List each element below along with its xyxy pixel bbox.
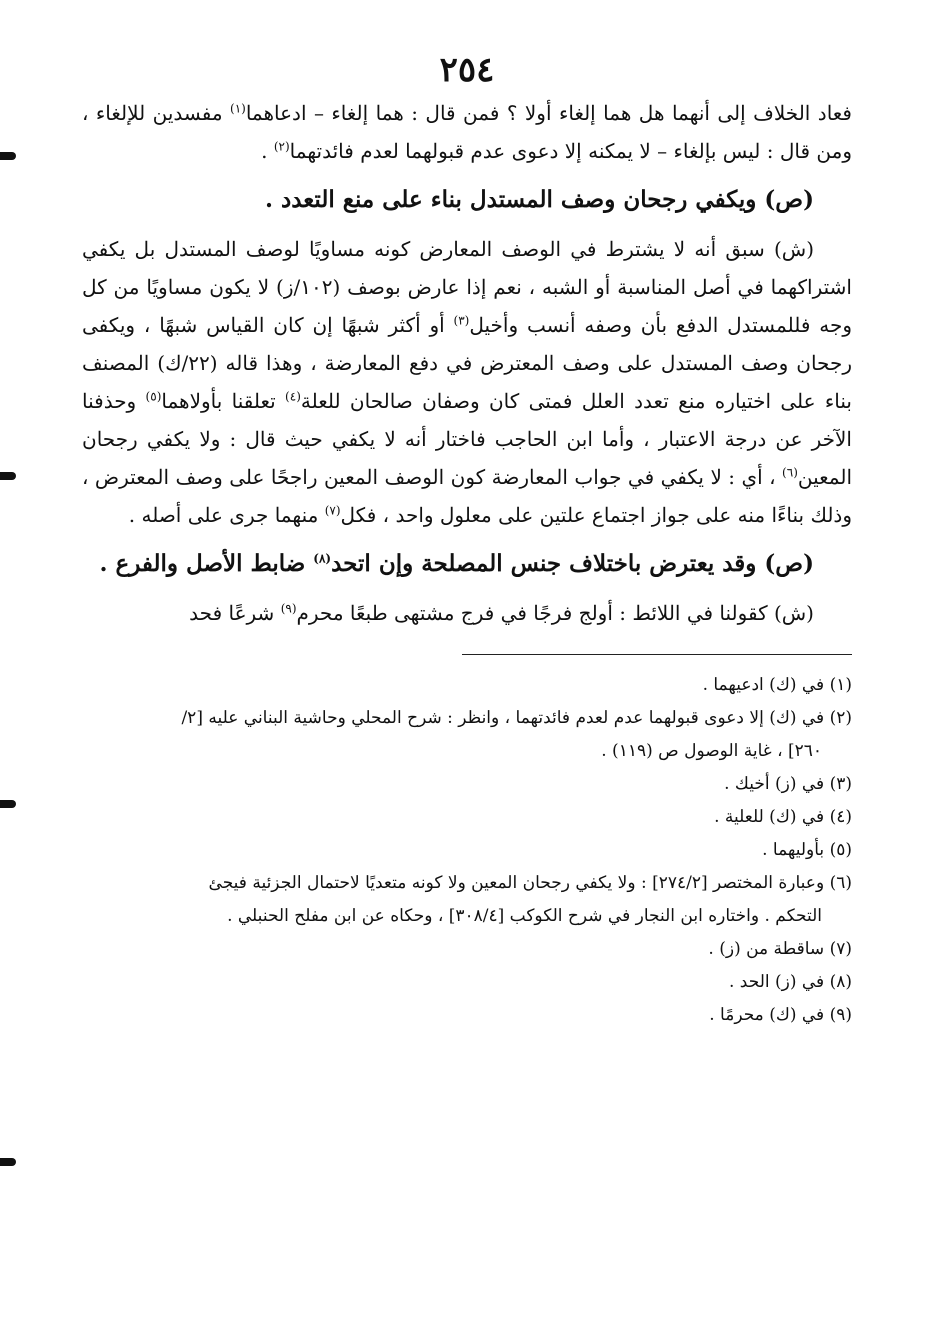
page-number: ٢٥٤ [439,50,495,90]
footnote [82,768,852,801]
footnote-reference[interactable]: (٦) [782,465,798,480]
footnote-reference[interactable]: (٤) [285,389,301,404]
footnote [82,801,852,834]
footnote-reference[interactable]: (٨) [313,551,332,566]
footnote-number: (٧) [829,939,852,959]
footnote-text: في (ك) إلا دعوى قبولهما عدم لعدم فائدتهما ، وانظر : شرح المحلي وحاشية البناني عليه [٢/ [181,708,825,728]
footnote-number: (٤) [829,807,852,827]
footnote-number: (٨) [829,972,852,992]
footnote-separator [462,654,852,655]
footnote-text: في (ز) أخيك . [724,774,825,794]
footnote-reference[interactable]: (٧) [324,503,341,518]
document-page [82,50,852,1032]
footnote-reference[interactable]: (٣) [453,313,470,328]
footnote-reference[interactable]: (٥) [145,389,162,404]
body-paragraph: فعاد الخلاف إلى أنهما هل هما إلغاء أولا ؟ فمن قال : هما إلغاء – ادعاهما$^{(١)}$ مفسدين للإلغاء ، ومن قال : ليس بإلغاء – لا يمكنه إلا دعوى عدم قبولهما لعدم فائدتهما$^{(٢)}$ . [82,101,852,163]
footnote-reference[interactable]: (١) [230,101,246,116]
footnote-separator-wrap [82,654,852,655]
footnote-continuation: التحكم . واختاره ابن النجار في شرح الكوكب [٣٠٨/٤] ، وحكاه عن ابن مفلح الحنبلي . [227,906,822,926]
margin-mark [0,800,16,808]
footnote-continuation: ٢٦٠] ، غاية الوصول ص (١١٩) . [601,741,822,761]
body-paragraph: (ش) كقولنا في اللائط : أولج فرجًا في فرج مشتهى طبعًا محرم$^{(٩)}$ شرعًا فحد [189,601,814,625]
section-heading: (ص) وقد يعترض باختلاف جنس المصلحة وإن اتحد$^{(٨)}$ ضابط الأصل والفرع . [99,550,814,577]
margin-mark [0,1158,16,1166]
footnote-text: بأوليهما . [762,840,825,860]
footnote-text: ساقطة من (ز) . [708,939,825,959]
footnote [82,999,852,1032]
footnote [82,966,852,999]
margin-mark [0,152,16,160]
footnote-number: (١) [829,675,852,695]
footnote-text: وعبارة المختصر [٢٧٤/٢] : ولا يكفي رجحان المعين ولا كونه متعديًا لاحتمال الجزئية فيجئ [208,873,825,893]
footnote-text: في (ك) ادعيهما . [702,675,825,695]
footnote [82,933,852,966]
margin-mark [0,472,16,480]
footnote-text: في (ك) محرمًا . [709,1005,825,1025]
footnote [82,669,852,702]
footnote-number: (٣) [829,774,852,794]
footnote-reference[interactable]: (٢) [273,139,290,154]
footnote-reference[interactable]: (٩) [280,601,297,616]
section-heading: (ص) ويكفي رجحان وصف المستدل بناء على منع التعدد . [264,186,814,213]
footnote [82,702,852,768]
footnotes [82,669,852,1032]
footnote-text: في (ك) للعلية . [714,807,825,827]
footnote-number: (٥) [829,840,852,860]
footnote-number: (٦) [829,873,852,893]
footnote [82,867,852,933]
footnote-text: في (ز) الحد . [728,972,825,992]
footnote [82,834,852,867]
footnote-number: (٩) [829,1005,852,1025]
footnote-number: (٢) [829,708,852,728]
body-paragraph: (ش) سبق أنه لا يشترط في الوصف المعارض كونه مساويًا لوصف المستدل بل يكفي اشتراكهما في أصل المناسبة أو الشبه ، نعم إذا عارض بوصف (١٠٢/ز) لا يكون مساويًا من كل وجه فللمستدل الدفع بأن وصفه أنسب وأخيل$^{(٣)}$ أو أكثر شبهًا إن كان القياس شبهًا ، ويكفى رجحان وصف المستدل على وصف المعترض في دفع المعارضة ، وهذا قاله (٢٢/ك) المصنف بناء على اختياره منع تعدد العلل فمتى كان وصفان صالحان للعلة$^{(٤)}$ تعلقنا بأولاهما$^{(٥)}$ وحذفنا الآخر عن درجة الاعتبار ، وأما ابن الحاجب فاختار أنه لا يكفي حيث قال : ولا يكفي رجحان المعين$^{(٦)}$ ، أي : لا يكفي في جواب المعارضة كون الوصف المعين راجحًا على وصف المعترض ، وذلك بناءًا منه على جواز اجتماع علتين على معلول واحد ، فكل$^{(٧)}$ منهما جرى على أصله . [82,237,852,527]
